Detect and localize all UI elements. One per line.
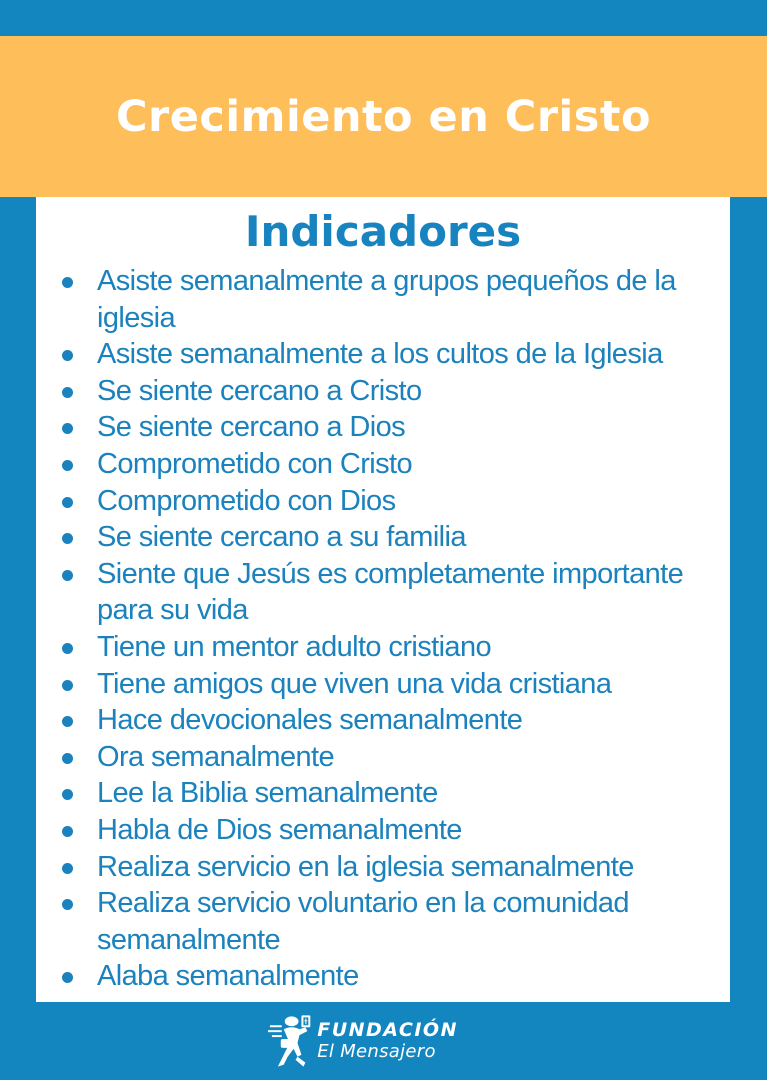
- list-item-label: Hace devocionales semanalmente: [97, 704, 523, 737]
- list-item-label: Se siente cercano a Cristo: [97, 374, 422, 407]
- section-heading: Indicadores: [244, 207, 522, 256]
- bullet-icon: [62, 643, 73, 654]
- bullet-icon: [62, 899, 73, 910]
- title-band: [0, 36, 767, 197]
- list-item-label: Se siente cercano a Dios: [97, 411, 405, 444]
- logo-text: [317, 1019, 458, 1063]
- list-item: [36, 483, 730, 520]
- bullet-icon: [62, 277, 73, 288]
- bullet-icon: [62, 387, 73, 398]
- bullet-icon: [62, 570, 73, 581]
- list-item: [36, 885, 730, 958]
- list-item: [36, 446, 730, 483]
- list-item: [36, 775, 730, 812]
- list-item-label: Lee la Biblia semanalmente: [97, 777, 438, 810]
- list-item: [36, 409, 730, 446]
- bullet-icon: [62, 460, 73, 471]
- list-item-label: Comprometido con Dios: [97, 484, 396, 517]
- list-item-label: Alaba semanalmente: [97, 960, 359, 993]
- list-item-label: Siente que Jesús es completamente importante para su vida: [97, 557, 684, 627]
- list-item: [36, 812, 730, 849]
- list-item-label: Habla de Dios semanalmente: [97, 813, 462, 846]
- bullet-icon: [62, 789, 73, 800]
- list-item: [36, 702, 730, 739]
- bullet-icon: [62, 826, 73, 837]
- list-item-label: Asiste semanalmente a los cultos de la Iglesia: [97, 338, 663, 371]
- list-item-label: Se siente cercano a su familia: [97, 521, 466, 554]
- list-item: [36, 666, 730, 703]
- bullet-icon: [62, 716, 73, 727]
- list-item-label: Asiste semanalmente a grupos pequeños de la iglesia: [97, 265, 676, 334]
- list-item-label: Tiene amigos que viven una vida cristiana: [97, 667, 612, 700]
- list-item: [36, 958, 730, 995]
- bullet-icon: [62, 533, 73, 544]
- list-item: [36, 739, 730, 776]
- top-band: [0, 0, 767, 36]
- bullet-icon: [62, 680, 73, 691]
- list-item: [36, 556, 730, 629]
- bullet-icon: [62, 753, 73, 764]
- indicators-panel: [36, 197, 730, 1002]
- list-item: [36, 336, 730, 373]
- bullet-icon: [62, 497, 73, 508]
- list-item-label: Comprometido con Cristo: [97, 447, 412, 480]
- list-item: [36, 629, 730, 666]
- bullet-icon: [62, 350, 73, 361]
- foundation-logo: [268, 1012, 458, 1070]
- list-item-label: Tiene un mentor adulto cristiano: [97, 630, 492, 663]
- list-item-label: Realiza servicio voluntario en la comunidad semanalmente: [97, 887, 629, 956]
- messenger-runner-icon: [268, 1013, 315, 1069]
- list-item: [36, 373, 730, 410]
- bullet-icon: [62, 423, 73, 434]
- logo-line1: FUNDACIÓN: [317, 1019, 458, 1041]
- bullet-icon: [62, 972, 73, 983]
- list-item: [36, 519, 730, 556]
- bullet-icon: [62, 863, 73, 874]
- list-item: [36, 263, 730, 336]
- list-item-label: Ora semanalmente: [97, 740, 335, 773]
- indicators-list: [36, 263, 730, 995]
- logo-line2: El Mensajero: [317, 1041, 436, 1062]
- list-item: [36, 849, 730, 886]
- page-title: Crecimiento en Cristo: [116, 91, 651, 142]
- list-item-label: Realiza servicio en la iglesia semanalmente: [97, 850, 634, 883]
